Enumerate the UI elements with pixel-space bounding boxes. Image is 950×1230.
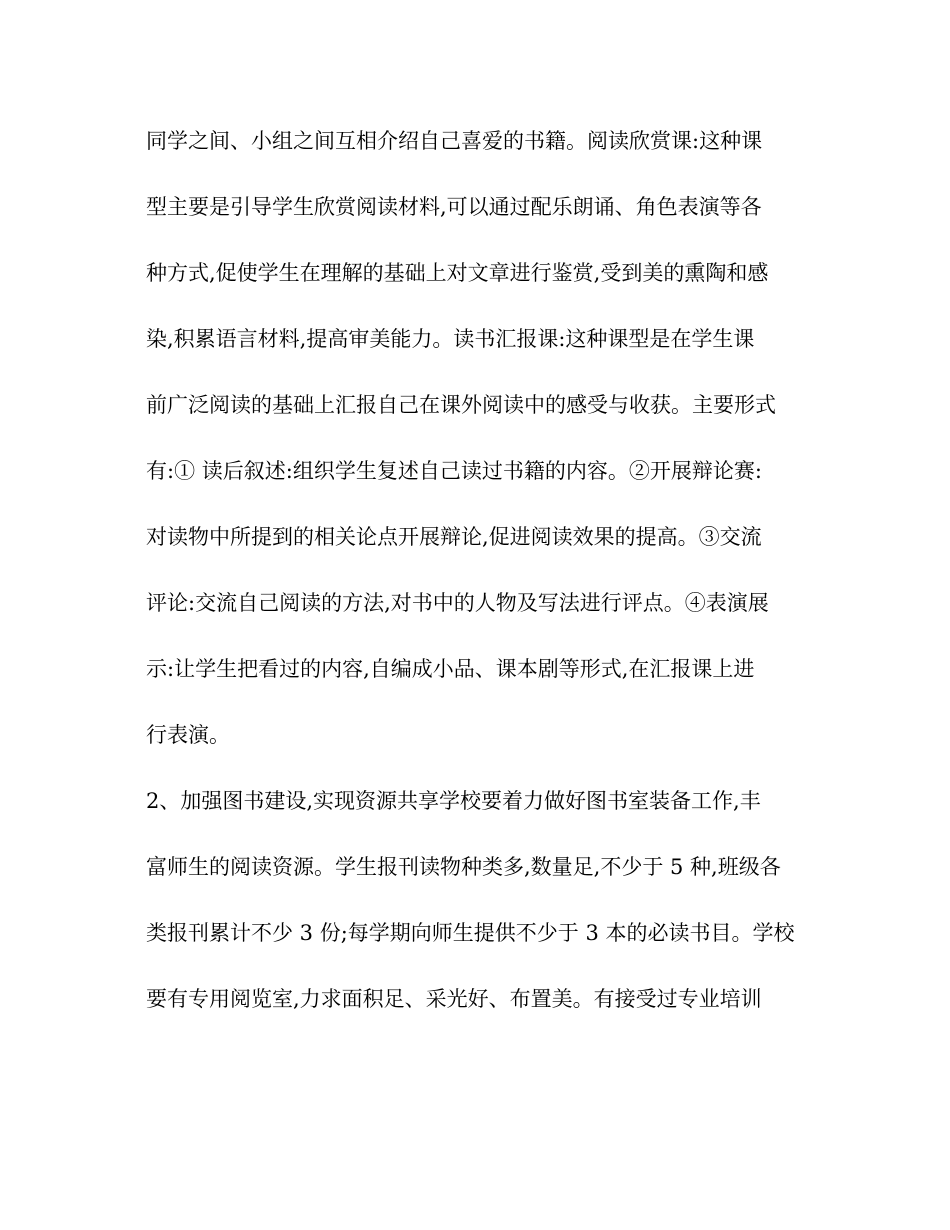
- text-line: 型主要是引导学生欣赏阅读材料,可以通过配乐朗诵、角色表演等各: [146, 195, 762, 219]
- text-line: 有:① 读后叙述:组织学生复述自己读过书籍的内容。②开展辩论赛:: [146, 459, 762, 483]
- text-line: 类报刊累计不少 3 份;每学期向师生提供不少于 3 本的必读书目。学校: [146, 921, 795, 945]
- text-line: 染,积累语言材料,提高审美能力。读书汇报课:这种课型是在学生课: [146, 327, 755, 351]
- text-line: 评论:交流自己阅读的方法,对书中的人物及写法进行评点。④表演展: [146, 591, 769, 615]
- text-line: 富师生的阅读资源。学生报刊读物种类多,数量足,不少于 5 种,班级各: [146, 855, 781, 879]
- text-line: 种方式,促使学生在理解的基础上对文章进行鉴赏,受到美的熏陶和感: [146, 261, 769, 285]
- text-line: 对读物中所提到的相关论点开展辩论,促进阅读效果的提高。③交流: [146, 525, 762, 549]
- text-line: 行表演。: [146, 723, 230, 747]
- document-body: [146, 117, 816, 1041]
- text-line: 要有专用阅览室,力求面积足、采光好、布置美。有接受过专业培训: [146, 987, 762, 1011]
- text-line: 示:让学生把看过的内容,自编成小品、课本剧等形式,在汇报课上进: [146, 657, 755, 681]
- text-line: 前广泛阅读的基础上汇报自己在课外阅读中的感受与收获。主要形式: [146, 393, 776, 417]
- text-line: 2、加强图书建设,实现资源共享学校要着力做好图书室装备工作,丰: [146, 789, 761, 813]
- text-line: 同学之间、小组之间互相介绍自己喜爱的书籍。阅读欣赏课:这种课: [146, 129, 763, 153]
